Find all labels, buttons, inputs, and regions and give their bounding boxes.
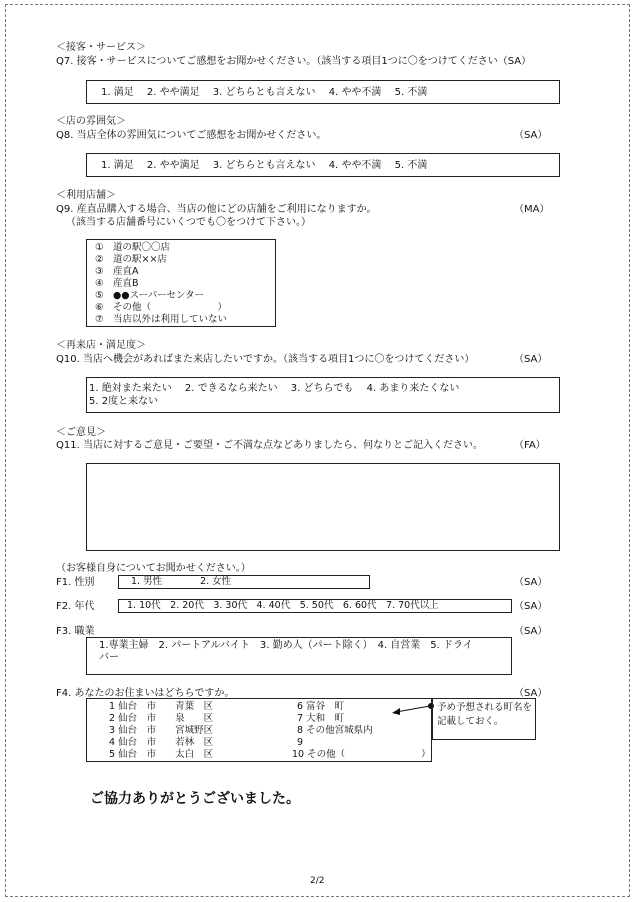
store-item[interactable]: ⑥ その他（ ） (95, 302, 228, 313)
callout-arrow-icon (388, 700, 436, 718)
residence-item[interactable]: 9 (297, 737, 304, 748)
q9-store-list (86, 239, 276, 327)
residence-item[interactable]: 1 仙台 市 青葉 区 (109, 701, 214, 712)
callout-box (432, 698, 536, 740)
q9-question: Q9. 産直品購入する場合、当店の他にどの店舗をご利用になりますか。 (56, 204, 377, 215)
q11-comment-field[interactable] (86, 463, 560, 551)
residence-item[interactable]: 5 仙台 市 太白 区 (109, 749, 214, 760)
q11-type: （FA） (514, 440, 546, 451)
q8-options-box (86, 153, 560, 177)
q10-section: ＜再来店・満足度＞ (56, 340, 146, 351)
f4-label: F4. あなたのお住まいはどちらですか。 (56, 688, 235, 699)
q8-question: Q8. 当店全体の雰囲気についてご感想をお聞かせください。 (56, 130, 327, 141)
f2-options-box (118, 599, 512, 613)
q10-options-box (86, 377, 560, 413)
residence-box (86, 698, 432, 762)
f1-sa: （SA） (514, 577, 548, 588)
store-item[interactable]: ④ 産直B (95, 278, 139, 289)
residence-item[interactable]: 7 大和 町 (297, 713, 345, 724)
residence-item[interactable]: 2 仙台 市 泉 区 (109, 713, 214, 724)
f2-label: F2. 年代 (56, 601, 95, 612)
residence-item[interactable]: 3 仙台 市 宮城野区 (109, 725, 214, 736)
residence-item[interactable]: 4 仙台 市 若林 区 (109, 737, 214, 748)
q11-question: Q11. 当店に対するご意見・ご要望・ご不満な点などありましたら、何なりとご記入ください。 (56, 440, 483, 451)
q7-options-box (86, 80, 560, 104)
profile-intro: （お客様自身についてお聞かせください。） (56, 563, 251, 574)
f3-options-line2[interactable]: バー (99, 652, 119, 663)
f3-options-line1[interactable]: 1.専業主婦 2. パートアルバイト 3. 勤め人（パート除く） 4. 自営業 5. ドライ (99, 640, 473, 651)
page-number: 2/2 (310, 876, 325, 886)
f3-options-box (86, 637, 512, 675)
f1-options-box (118, 575, 370, 589)
f3-sa: （SA） (514, 626, 548, 637)
q8-section: ＜店の雰囲気＞ (56, 116, 126, 127)
q9-type: （MA） (514, 204, 550, 215)
f2-options[interactable]: 1. 10代 2. 20代 3. 30代 4. 40代 5. 50代 6. 60代 7. 70代以上 (127, 600, 439, 611)
q8-type: （SA） (514, 130, 548, 141)
residence-item[interactable]: 8 その他宮城県内 (297, 725, 373, 736)
q10-question: Q10. 当店へ機会があればまた来店したいですか。（該当する項目1つに〇をつけてください） (56, 354, 475, 365)
f1-options[interactable]: 1. 男性 2. 女性 (131, 576, 232, 587)
q10-options-line2[interactable]: 5. 2度と来ない (89, 396, 159, 407)
q10-type: （SA） (514, 354, 548, 365)
f3-label: F3. 職業 (56, 626, 95, 637)
store-item[interactable]: ③ 産直A (95, 266, 139, 277)
q9-note: （該当する店舗番号にいくつでも〇をつけて下さい。） (66, 217, 311, 228)
q7-section: ＜接客・サービス＞ (56, 42, 146, 53)
store-item[interactable]: ② 道の駅××店 (95, 254, 167, 265)
callout-text: 予め予想される町名を記載しておく。 (437, 702, 533, 727)
q9-section: ＜利用店舗＞ (56, 190, 116, 201)
q7-question: Q7. 接客・サービスについてご感想をお聞かせください。（該当する項目1つに〇をつけてください（SA） (56, 56, 532, 67)
thanks-message: ご協力ありがとうございました。 (90, 791, 300, 807)
q8-options[interactable]: 1. 満足 2. やや満足 3. どちらとも言えない 4. やや不満 5. 不満 (101, 160, 428, 171)
f4-sa: （SA） (514, 688, 548, 699)
f2-sa: （SA） (514, 601, 548, 612)
residence-item[interactable]: 6 富谷 町 (297, 701, 345, 712)
residence-item[interactable]: 10 その他（ ） (292, 749, 431, 760)
store-item[interactable]: ⑤ ●●スーパーセンター (95, 290, 205, 301)
store-item[interactable]: ① 道の駅〇〇店 (95, 242, 171, 253)
q7-options[interactable]: 1. 満足 2. やや満足 3. どちらとも言えない 4. やや不満 5. 不満 (101, 87, 428, 98)
store-item[interactable]: ⑦ 当店以外は利用していない (95, 314, 228, 325)
f1-label: F1. 性別 (56, 577, 95, 588)
q10-options-line1[interactable]: 1. 絶対また来たい 2. できるなら来たい 3. どちらでも 4. あまり来たくない (89, 383, 460, 394)
q11-section: ＜ご意見＞ (56, 427, 106, 438)
